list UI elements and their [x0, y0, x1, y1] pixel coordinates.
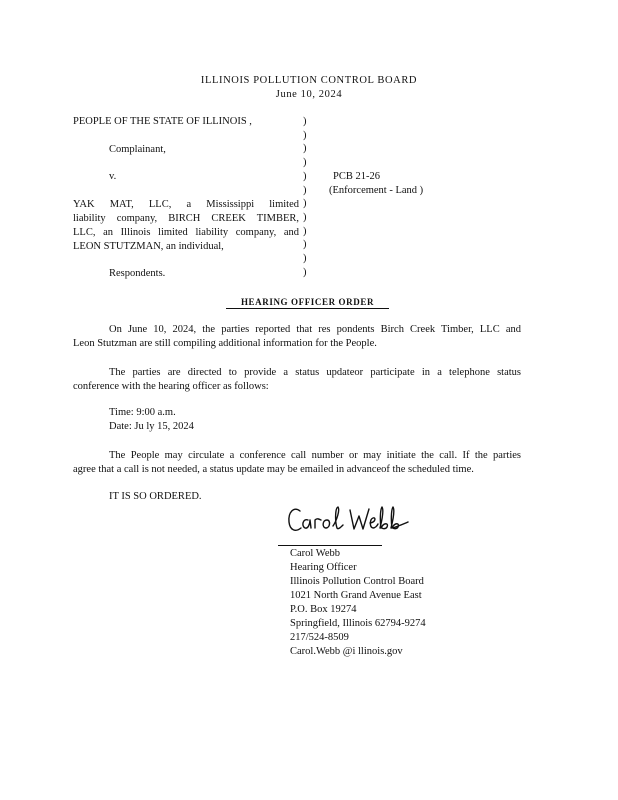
defendant-role: Respondents. [109, 268, 166, 279]
defendant-block [73, 198, 298, 254]
document-date: June 10, 2024 [275, 89, 343, 100]
signer-title: Hearing Officer [290, 562, 357, 573]
order-paragraph-2 [73, 366, 521, 394]
order-paragraph-1 [73, 323, 521, 351]
order-paragraph-3 [73, 449, 521, 477]
defendant-line: LLC, an Illinois limited liability company, and [73, 227, 299, 238]
defendant-line: LEON STUTZMAN, an individual, [73, 241, 224, 252]
paragraph-line: Leon Stutzman are still compiling additional information for the People. [73, 338, 377, 349]
document-heading [0, 74, 618, 102]
plaintiff-role: Complainant, [109, 144, 166, 155]
address-street: 1021 North Grand Avenue East [290, 590, 422, 601]
paragraph-line: The People may circulate a conference call number or may initiate the call. If the parties [109, 450, 521, 461]
paragraph-line: On June 10, 2024, the parties reported that res pondents Birch Creek Timber, LLC and [109, 324, 521, 335]
defendant-line: liability company, BIRCH CREEK TIMBER, [73, 213, 299, 224]
hearing-date: Date: Ju ly 15, 2024 [109, 421, 194, 432]
email-address: Carol.Webb @i llinois.gov [290, 646, 403, 657]
board-name: ILLINOIS POLLUTION CONTROL BOARD [200, 75, 418, 86]
caption-parentheses: ) ) ) ) ) ) ) ) ) ) ) ) [303, 116, 307, 278]
versus-label: v. [109, 171, 117, 182]
paragraph-line: conference with the hearing officer as follows: [73, 381, 269, 392]
address-po-box: P.O. Box 19274 [290, 604, 357, 615]
signature-line [278, 545, 382, 546]
signature-block [290, 547, 426, 659]
address-city: Springfield, Illinois 62794-9274 [290, 618, 426, 629]
paragraph-line: The parties are directed to provide a status updateor participate in a telephone status [109, 367, 521, 378]
signer-name: Carol Webb [290, 548, 340, 559]
signer-organization: Illinois Pollution Control Board [290, 576, 424, 587]
paragraph-line: agree that a call is not needed, a status update may be emailed in advanceof the scheduled time. [73, 464, 474, 475]
case-type: (Enforcement - Land ) [329, 185, 424, 196]
order-title: HEARING OFFICER ORDER [226, 296, 389, 309]
case-number: PCB 21-26 [333, 171, 380, 182]
closing-statement: IT IS SO ORDERED. [109, 491, 202, 502]
hearing-time: Time: 9:00 a.m. [109, 407, 176, 418]
plaintiff-name: PEOPLE OF THE STATE OF ILLINOIS , [73, 116, 252, 127]
phone-number: 217/524-8509 [290, 632, 349, 643]
defendant-line: YAK MAT, LLC, a Mississippi limited [73, 199, 299, 210]
handwritten-signature [286, 502, 414, 538]
